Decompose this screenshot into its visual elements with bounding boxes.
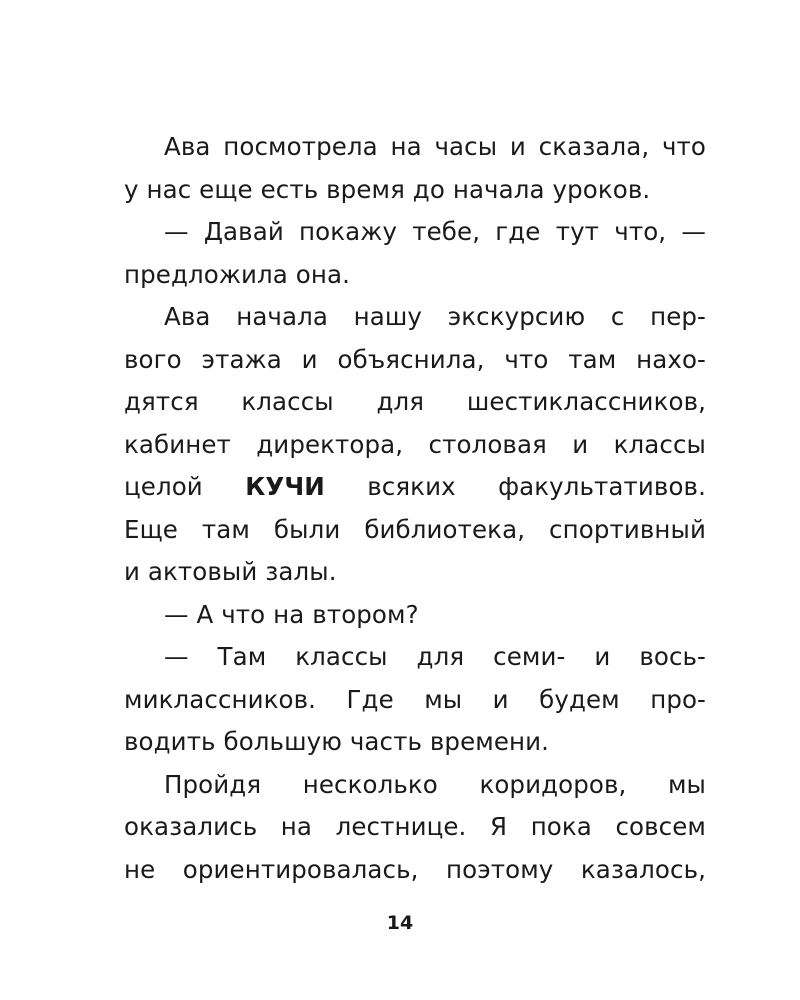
text-line: вого этажа и объяснила, что там нахо- <box>124 344 706 374</box>
text-line <box>124 466 706 509</box>
text-line: не ориентировалась, поэтому казалось, <box>124 854 706 884</box>
text-segment: всяких факультативов. <box>324 472 706 501</box>
text-line: и актовый залы. <box>124 557 337 586</box>
text-line: — Давай покажу тебе, где тут что, — <box>164 217 706 246</box>
page-text <box>124 126 706 891</box>
text-line: кабинет директора, столовая и классы <box>124 429 706 459</box>
text-line: водить большую часть времени. <box>124 727 550 756</box>
text-line: Еще там были библиотека, спортивный <box>124 514 706 544</box>
text-line: — Там классы для семи- и вось- <box>164 642 706 671</box>
text-line: у нас еще есть время до начала уроков. <box>124 174 651 204</box>
text-line: дятся классы для шестиклассников, <box>124 387 706 416</box>
text-line: Ава начала нашу экскурсию с пер- <box>164 302 706 331</box>
text-line: предложила она. <box>124 259 350 289</box>
text-segment: целой <box>124 472 246 501</box>
text-line: Пройдя несколько коридоров, мы <box>164 769 706 799</box>
page-number: 14 <box>386 912 414 934</box>
text-line: — А что на втором? <box>164 599 419 629</box>
text-line: миклассников. Где мы и будем про- <box>124 684 706 714</box>
text-line: Ава посмотрела на часы и сказала, что <box>164 132 706 161</box>
text-line: оказались на лестнице. Я пока совсем <box>124 812 706 841</box>
emphasis-text: КУЧИ <box>245 472 325 501</box>
